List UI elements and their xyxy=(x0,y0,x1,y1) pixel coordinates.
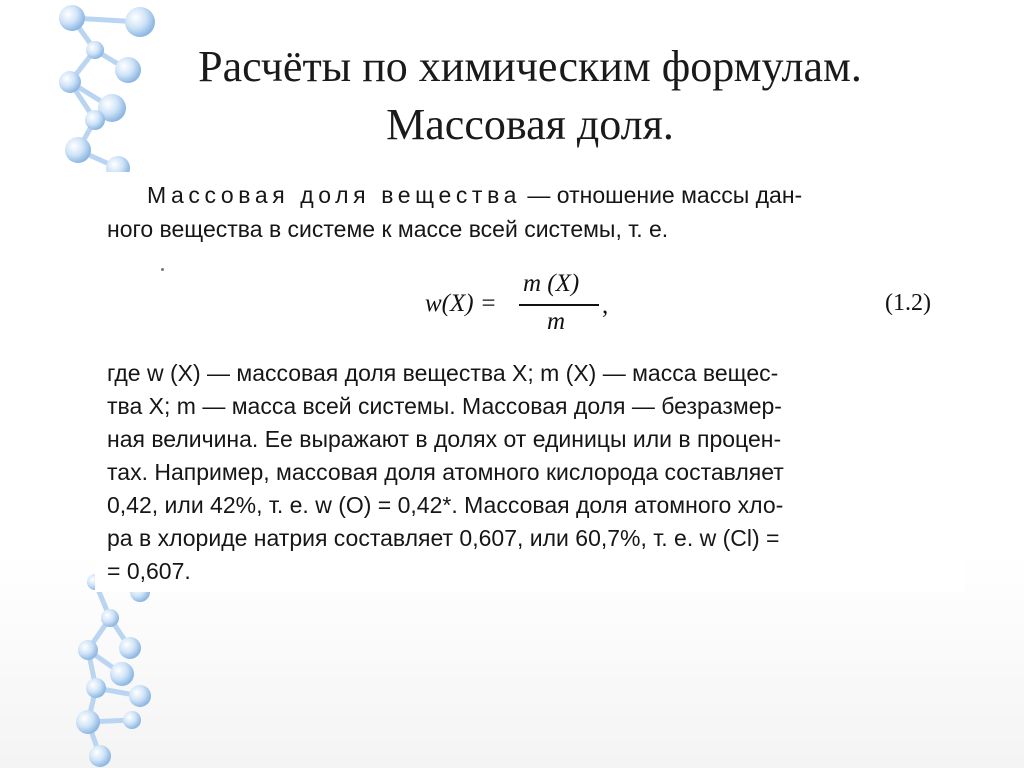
slide-title-line-2: Массовая доля. xyxy=(386,100,674,149)
explanation-line: = 0,607. xyxy=(107,558,191,584)
molecule-chain-icon xyxy=(0,570,200,768)
scan-speck xyxy=(161,268,164,271)
definition-term: Массовая доля вещества xyxy=(147,182,522,208)
slide-title-line-1: Расчёты по химическим формулам. xyxy=(198,42,862,91)
formula-comma: , xyxy=(602,292,609,319)
definition-line-2: ного вещества в системе к массе всей системы, т. е. xyxy=(107,216,669,242)
explanation-line: тва X; m — масса всей системы. Массовая доля — безразмер- xyxy=(107,393,782,419)
explanation-line: где w (X) — массовая доля вещества X; m (X) — масса вещес- xyxy=(107,360,779,386)
mass-fraction-formula xyxy=(425,268,725,348)
explanation-line: ная величина. Ее выражают в долях от единицы или в процен- xyxy=(107,426,782,452)
explanation-line: тах. Например, массовая доля атомного кислорода составляет xyxy=(107,459,784,485)
explanation-paragraph xyxy=(107,357,957,588)
definition-line-1 xyxy=(147,182,802,209)
formula-denominator: m xyxy=(547,308,566,335)
definition-rest: — отношение массы дан- xyxy=(521,182,803,208)
formula-lhs: w(X) = xyxy=(425,290,497,317)
explanation-line: ра в хлориде натрия составляет 0,607, или 60,7%, т. е. w (Cl) = xyxy=(107,525,780,551)
textbook-excerpt xyxy=(95,172,965,592)
slide-title xyxy=(150,38,910,154)
fraction-bar xyxy=(519,304,599,306)
explanation-line: 0,42, или 42%, т. е. w (O) = 0,42*. Массовая доля атомного хло- xyxy=(107,492,784,518)
equation-number: (1.2) xyxy=(885,290,931,316)
formula-numerator: m (X) xyxy=(523,270,580,297)
